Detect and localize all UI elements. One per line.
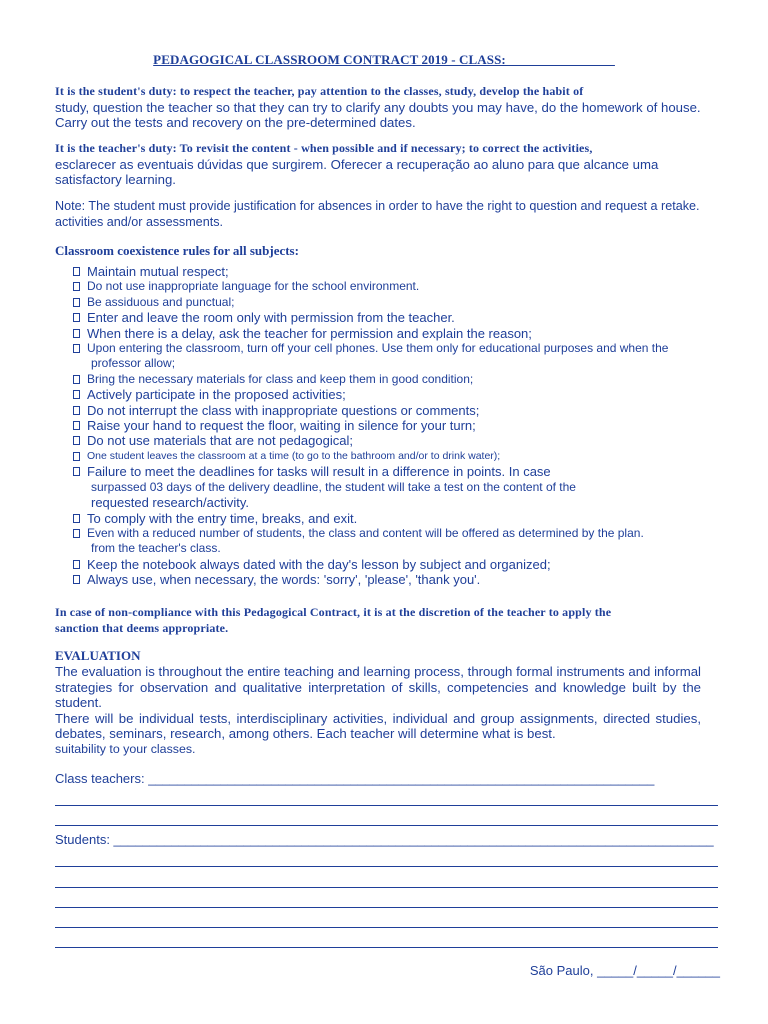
page-title: PEDAGOGICAL CLASSROOM CONTRACT 2019 - CLASS:_______ _________ [153, 52, 615, 67]
sanction-statement: In case of non-compliance with this Pedagogical Contract, it is at the discretion of the teacher to apply the sanction that deems appropriate. [55, 605, 612, 635]
checkbox-icon [73, 313, 80, 322]
rule-item: Keep the notebook always dated with the day's lesson by subject and organized; [73, 557, 723, 572]
rule-item: Bring the necessary materials for class and keep them in good condition; [73, 372, 723, 387]
signature-line[interactable] [55, 825, 718, 826]
checkbox-icon [73, 560, 80, 569]
checkbox-icon [73, 452, 80, 461]
rules-list [73, 264, 723, 588]
checkbox-icon [73, 467, 80, 476]
checkbox-icon [73, 344, 80, 353]
signature-line[interactable] [55, 866, 718, 867]
signature-line[interactable] [55, 805, 718, 806]
rule-item: One student leaves the classroom at a time (to go to the bathroom and/or to drink water); [73, 449, 723, 464]
checkbox-icon [73, 298, 80, 307]
city-date[interactable]: São Paulo, _____/_____/______ [529, 963, 720, 978]
rule-item: Do not interrupt the class with inappropriate questions or comments; [73, 403, 723, 418]
rule-item: Always use, when necessary, the words: 'sorry', 'please', 'thank you'. [73, 572, 723, 587]
rule-item: Be assiduous and punctual; [73, 295, 723, 310]
teacher-duty-body: esclarecer as eventuais dúvidas que surgirem. Oferecer a recuperação ao aluno para que alcance uma satisfactory learning. [55, 156, 659, 187]
evaluation-paragraph-2: There will be individual tests, interdisciplinary activities, individual and group assignments, directed studies, debates, seminars, research, among others. Each teacher will determine what is best. [55, 710, 701, 741]
teacher-duty-paragraph [55, 140, 711, 188]
checkbox-icon [73, 329, 80, 338]
evaluation-paragraph-1: The evaluation is throughout the entire teaching and learning process, through formal instruments and informal strategies for observation and qualitative interpretation of skills, competencies and knowledge built by the student. [55, 664, 701, 710]
rule-item: Actively participate in the proposed activities; [73, 387, 723, 402]
absence-note: Note: The student must provide justification for absences in order to have the right to question and request a retake. activities and/or assessments. [55, 199, 700, 229]
rule-item: Even with a reduced number of students, the class and content will be offered as determined by the plan. from the teacher's class. [73, 526, 723, 557]
signature-line[interactable] [55, 907, 718, 908]
checkbox-icon [73, 529, 80, 538]
class-teachers-signature[interactable]: Class teachers: ______________________________________________________________________ [55, 771, 655, 786]
rule-item: When there is a delay, ask the teacher for permission and explain the reason; [73, 326, 723, 341]
rule-item: Do not use materials that are not pedagogical; [73, 433, 723, 448]
evaluation-section [55, 648, 701, 757]
checkbox-icon [73, 575, 80, 584]
signature-line[interactable] [55, 947, 718, 948]
student-duty-body: study, question the teacher so that they can try to clarify any doubts you may have, do the homework of house. Carry out the tests and recovery on the pre-determined dates. [55, 99, 701, 130]
rule-item: Upon entering the classroom, turn off your cell phones. Use them only for educational purposes and when the professor allow; [73, 341, 723, 372]
checkbox-icon [73, 282, 80, 291]
checkbox-icon [73, 390, 80, 399]
checkbox-icon [73, 421, 80, 430]
rule-item: Raise your hand to request the floor, waiting in silence for your turn; [73, 418, 723, 433]
students-signature[interactable]: Students: ___________________________________________________________________________________ [55, 832, 714, 847]
evaluation-heading: EVALUATION [55, 648, 141, 663]
rule-item: To comply with the entry time, breaks, and exit. [73, 511, 723, 526]
checkbox-icon [73, 406, 80, 415]
rule-item: Do not use inappropriate language for the school environment. [73, 279, 723, 294]
checkbox-icon [73, 514, 80, 523]
rule-item: Failure to meet the deadlines for tasks will result in a difference in points. In case surpassed 03 days of the delivery deadline, the student will take a test on the content of the requested research/activity. [73, 464, 723, 510]
checkbox-icon [73, 436, 80, 445]
rule-item: Maintain mutual respect; [73, 264, 723, 279]
student-duty-lead: It is the student's duty: to respect the teacher, pay attention to the classes, study, develop the habit of [55, 84, 584, 98]
signature-line[interactable] [55, 927, 718, 928]
teacher-duty-lead: It is the teacher's duty: To revisit the content - when possible and if necessary; to correct the activities, [55, 141, 593, 155]
evaluation-paragraph-3: suitability to your classes. [55, 741, 196, 756]
signature-line[interactable] [55, 887, 718, 888]
checkbox-icon [73, 267, 80, 276]
rule-item: Enter and leave the room only with permission from the teacher. [73, 310, 723, 325]
checkbox-icon [73, 375, 80, 384]
rules-heading: Classroom coexistence rules for all subjects: [55, 243, 299, 258]
student-duty-paragraph [55, 83, 711, 131]
